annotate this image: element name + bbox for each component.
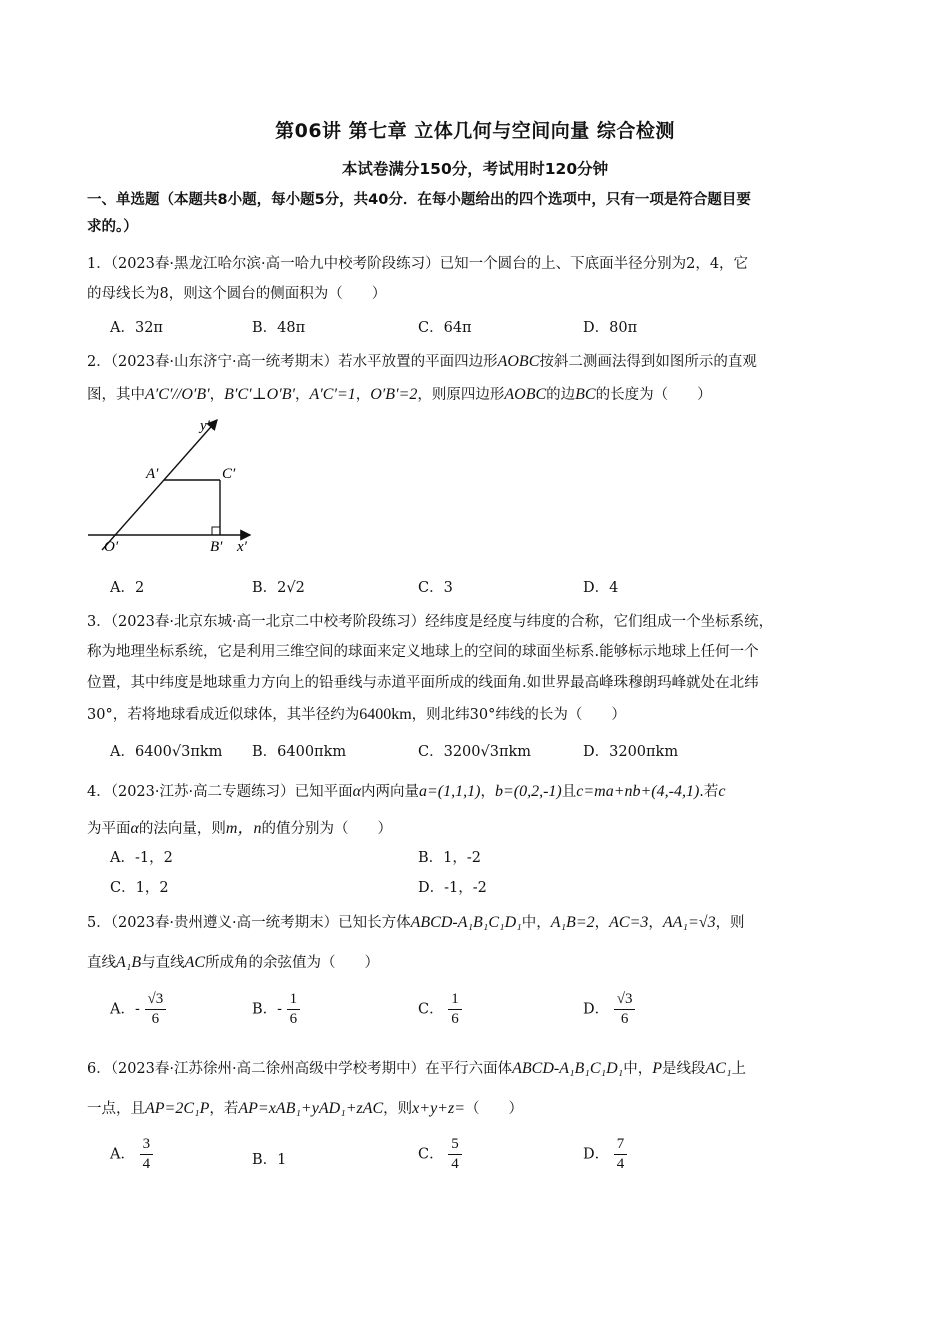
q4-line2 [87,815,392,838]
q6-text: 是线段 [662,1061,706,1077]
q3-line4 [87,703,626,724]
q1-option-d[interactable]: D．80π [583,320,638,336]
q2-cond4: O′B′=2 [370,386,418,403]
denominator: 6 [451,1011,459,1027]
q2-text: 的边 [546,387,576,403]
q2-line1 [87,350,757,371]
q2-prefix: 2．（2023春·山东济宁·高一统考期末）若水平放置的平面四边形 [87,354,498,370]
q4-text: 内两向量 [361,784,419,800]
q2-shape-ref: AOBC [504,386,547,403]
q5-line-a1b: A₁B [116,954,142,971]
q5-text: ，则 [715,915,745,931]
q6-text: 6．（2023春·江苏徐州·高二徐州高级中学校考期中）在平行六面体 [87,1061,513,1077]
q4-alpha: α [352,783,361,800]
q3-option-a[interactable]: A．6400√3πkm [110,744,223,760]
label-c: C′ [222,466,236,482]
q5-line-ac: AC [184,954,206,971]
q1-line2: 的母线长为8，则这个圆台的侧面积为（ ） [87,286,387,302]
denominator: 6 [151,1011,160,1027]
numerator: 5 [448,1135,462,1155]
right-angle-mark [212,527,220,535]
option-label: B． [252,1152,278,1168]
q4-vec-c: c=ma+nb+(4,-4,1) [576,783,700,800]
q4-option-d[interactable]: D．-1，-2 [418,880,487,896]
q4-text: 的法向量，则 [138,821,226,837]
q6-option-c[interactable] [418,1135,462,1174]
numerator: 1 [287,990,301,1010]
section-heading-line2: 求的。） [87,219,138,235]
q2-option-a[interactable]: A．2 [110,580,145,596]
numerator: 1 [448,990,462,1010]
q1-option-b[interactable]: B．48π [252,320,306,336]
q6-cond1: AP=2C₁P [145,1100,210,1117]
q1-option-a[interactable]: A．32π [110,320,163,336]
denominator: 6 [289,1011,298,1027]
section-heading [87,187,877,241]
q6-text: ，若 [209,1101,239,1117]
option-value: 1 [277,1152,287,1168]
q2-side: BC [575,386,596,403]
fraction [448,990,462,1029]
denominator: 4 [142,1156,151,1172]
q4-mn: m，n [225,820,262,837]
q2-text: ，则原四边形 [417,387,505,403]
q4-option-c[interactable]: C．1，2 [110,880,169,896]
q2-figure [84,410,259,560]
q3-line2: 称为地理坐标系统，它是利用三维空间的球面来定义地球上的空间的球面坐标系.能够标示地球上任何一个 [87,644,759,660]
label-a: A′ [146,466,159,482]
q5-cond2: AC=3 [609,914,649,931]
q3-option-c[interactable]: C．3200√3πkm [418,744,532,760]
q2-cond2: B′C′⊥O′B′ [224,386,295,403]
q6-text: （ ） [465,1101,523,1117]
q6-line1 [87,1057,746,1078]
fraction [287,990,301,1029]
q5-text: 所成角的余弦值为（ ） [205,955,380,971]
q4-text: 且 [561,784,577,800]
q4-vec-b: b=(0,2,-1) [494,783,562,800]
q6-cond2: AP=xAB₁+yAD₁+zAC [238,1100,384,1117]
q5-text: 5．（2023春·贵州遵义·高一统考期末）已知长方体 [87,915,411,931]
q5-option-b[interactable] [252,990,300,1029]
q6-option-d[interactable] [583,1135,627,1174]
q5-cond1: A₁B=2 [550,914,595,931]
option-label: D． [583,1146,610,1163]
fraction [140,1135,154,1174]
fraction [448,1135,462,1174]
q5-option-a[interactable] [110,990,166,1029]
q4-text: .若 [699,784,719,800]
q5-text: 直线 [87,955,116,971]
q6-text: 一点，且 [87,1101,145,1117]
q2-option-c[interactable]: C．3 [418,580,453,596]
option-label: C． [418,1146,444,1163]
option-sign: - [134,1001,140,1018]
label-o: O′ [104,539,119,555]
q2-suffix: 按斜二测画法得到如图所示的直观 [539,354,757,370]
fraction [614,1135,628,1174]
q4-vec-a: a=(1,1,1) [419,783,481,800]
q4-option-b[interactable]: B．1，-2 [418,850,482,866]
q6-option-b[interactable] [252,1148,286,1169]
label-x: x′ [237,539,247,555]
option-label: A． [110,1146,135,1163]
option-label: A． [110,1001,135,1018]
label-b: B′ [210,539,223,555]
option-label: D． [583,1001,610,1018]
option-label: C． [418,1001,444,1018]
q4-alpha: α [130,820,139,837]
q2-option-b[interactable]: B．2√2 [252,580,305,596]
q5-solid: ABCD-A₁B₁C₁D₁ [410,914,522,931]
q6-option-a[interactable] [110,1135,153,1174]
q5-text: 中， [521,915,551,931]
denominator: 4 [616,1156,625,1172]
q4-c: c [718,783,726,800]
q6-text: 中， [623,1061,653,1077]
q4-line1: 4．（2023·江苏·高二专题练习）已知平面α内两向量a=(1,1,1)，b=(0,2,-1)且c=ma+nb+(4,-4,1).若c [87,783,726,800]
q4-text: 为平面 [87,821,131,837]
q5-text: 与直线 [141,955,185,971]
fraction [145,990,167,1029]
q3-line1: 3．（2023春·北京东城·高一北京二中校考阶段练习）经纬度是经度与纬度的合称，它们组成一个坐标系统， [87,614,774,630]
q2-shape: AOBC [497,353,540,370]
q2-cond3: A′C′=1 [309,386,356,403]
page-subtitle: 本试卷满分150分，考试用时120分钟 [341,160,609,178]
q5-option-c[interactable] [418,990,462,1029]
q5-line2 [87,951,379,972]
denominator: 6 [620,1011,629,1027]
q3-option-d[interactable]: D．3200πkm [583,744,679,760]
y-axis [102,420,217,550]
label-y: y′ [200,418,210,434]
q4-text: 4．（2023·江苏·高二专题练习）已知平面 [87,784,353,800]
q3-text: ，则北纬30°纬线的长为（ ） [411,707,626,723]
q3-option-b[interactable]: B．6400πkm [252,744,347,760]
q6-text: ，则 [383,1101,413,1117]
option-label: B． [252,1001,278,1018]
fraction [614,990,636,1029]
numerator: √3 [614,990,636,1010]
section-heading-line1: 一、单选题（本题共8小题，每小题5分，共40分．在每小题给出的四个选项中，只有一项是符合题目要 [87,192,751,208]
q4-option-a[interactable]: A．-1，2 [110,850,173,866]
q3-line3: 位置，其中纬度是地球重力方向上的铅垂线与赤道平面所成的线面角.如世界最高峰珠穆朗玛峰就处在北纬 [87,675,759,691]
q2-text: 图，其中 [87,387,145,403]
q6-text: 上 [731,1061,747,1077]
numerator: √3 [147,991,164,1007]
q6-expr: x+y+z= [412,1100,465,1117]
q6-p: P [652,1060,662,1077]
q1-option-c[interactable]: C．64π [418,320,472,336]
option-sign: - [277,1001,283,1018]
q6-line2 [87,1097,523,1118]
page-title: 第06讲 第七章 立体几何与空间向量 综合检测 [275,120,675,142]
q5-option-d[interactable] [583,990,635,1029]
numerator: 7 [614,1135,628,1155]
q3-text: 30°，若将地球看成近似球体，其半径约为 [87,707,360,723]
numerator: 3 [140,1135,154,1155]
q3-radius: 6400km [359,706,412,723]
q2-line2: 图，其中A′C′//O′B′，B′C′⊥O′B′，A′C′=1，O′B′=2，则原四边形AOBC的边BC的长度为（ ） [87,386,712,403]
denominator: 4 [451,1156,459,1172]
q4-text: 的值分别为（ ） [261,821,392,837]
q6-seg: AC₁ [705,1060,732,1077]
q1-line1: 1．（2023春·黑龙江哈尔滨·高一哈九中校考阶段练习）已知一个圆台的上、下底面半径分别为2，4，它 [87,256,749,272]
q2-text: 的长度为（ ） [595,387,712,403]
q5-line1: 5．（2023春·贵州遵义·高一统考期末）已知长方体ABCD-A₁B₁C₁D₁中，A₁B=2，AC=3，AA₁=√3，则 [87,914,745,931]
q5-cond3: AA₁=√3 [662,914,716,931]
q2-option-d[interactable]: D．4 [583,580,619,596]
q6-solid: ABCD-A₁B₁C₁D₁ [512,1060,624,1077]
q2-cond1: A′C′//O′B′ [145,386,210,403]
